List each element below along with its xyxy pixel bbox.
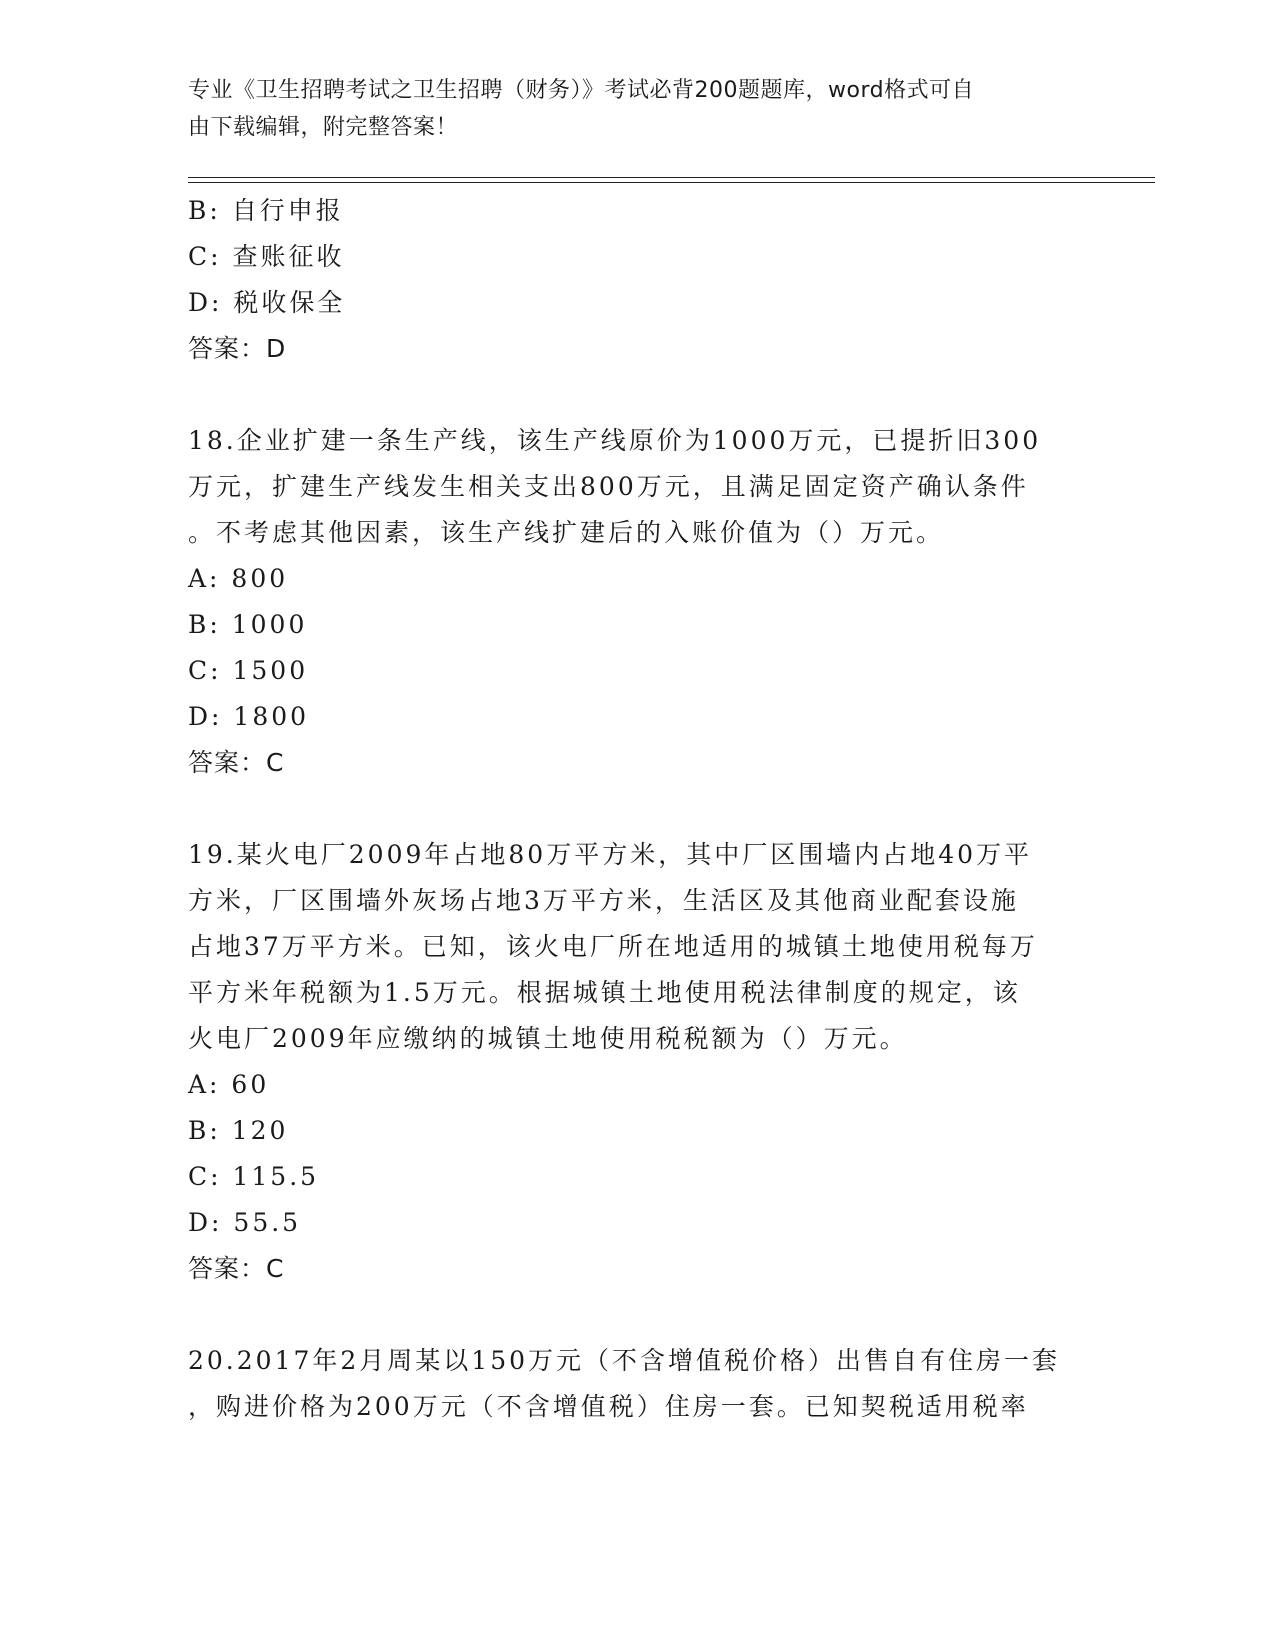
- question-18: [188, 418, 1088, 786]
- question-stem-line: 平方米年税额为1.5万元。根据城镇土地使用税法律制度的规定，该: [188, 978, 1021, 1007]
- option-c: C: 查账征收: [188, 242, 345, 271]
- answer-line: 答案：D: [188, 334, 287, 363]
- question-stem-line: 方米，厂区围墙外灰场占地3万平方米，生活区及其他商业配套设施: [188, 886, 1019, 915]
- option-c: C: 1500: [188, 656, 309, 685]
- option-b: B: 120: [188, 1116, 289, 1145]
- option-c: C: 115.5: [188, 1162, 320, 1191]
- header-line-1: 专业《卫生招聘考试之卫生招聘（财务）》考试必背200题题库，word格式可自: [188, 78, 975, 103]
- option-d: D: 55.5: [188, 1208, 302, 1237]
- option-d: D: 税收保全: [188, 288, 346, 317]
- question-stem-line: 万元，扩建生产线发生相关支出800万元，且满足固定资产确认条件: [188, 472, 1029, 501]
- option-b: B: 1000: [188, 610, 308, 639]
- question-stem-line: 20.2017年2月周某以150万元（不含增值税价格）出售自有住房一套: [188, 1346, 1061, 1375]
- question-stem-line: ，购进价格为200万元（不含增值税）住房一套。已知契税适用税率: [188, 1392, 1029, 1421]
- question-stem-line: 火电厂2009年应缴纳的城镇土地使用税税额为（）万元。: [188, 1024, 908, 1053]
- option-b: B: 自行申报: [188, 196, 344, 225]
- question-stem-line: 18.企业扩建一条生产线，该生产线原价为1000万元，已提折旧300: [188, 426, 1042, 455]
- question-17-tail: [188, 188, 1088, 372]
- header-rule-top: [188, 177, 1155, 178]
- header-line-2: 由下载编辑，附完整答案！: [188, 115, 459, 140]
- question-19: [188, 832, 1088, 1292]
- spacer: [188, 1292, 1088, 1338]
- answer-line: 答案：C: [188, 748, 285, 777]
- option-a: A: 800: [188, 564, 289, 593]
- question-stem-line: 占地37万平方米。已知，该火电厂所在地适用的城镇土地使用税每万: [188, 932, 1038, 961]
- spacer: [188, 372, 1088, 418]
- option-a: A: 60: [188, 1070, 270, 1099]
- question-20: [188, 1338, 1088, 1430]
- option-d: D: 1800: [188, 702, 310, 731]
- answer-line: 答案：C: [188, 1254, 285, 1283]
- question-stem-line: 。不考虑其他因素，该生产线扩建后的入账价值为（）万元。: [188, 518, 945, 547]
- header-rule-bottom: [188, 182, 1155, 183]
- spacer: [188, 786, 1088, 832]
- document-body: [188, 188, 1088, 1430]
- document-header: [188, 72, 1068, 146]
- question-stem-line: 19.某火电厂2009年占地80万平方米，其中厂区围墙内占地40万平: [188, 840, 1033, 869]
